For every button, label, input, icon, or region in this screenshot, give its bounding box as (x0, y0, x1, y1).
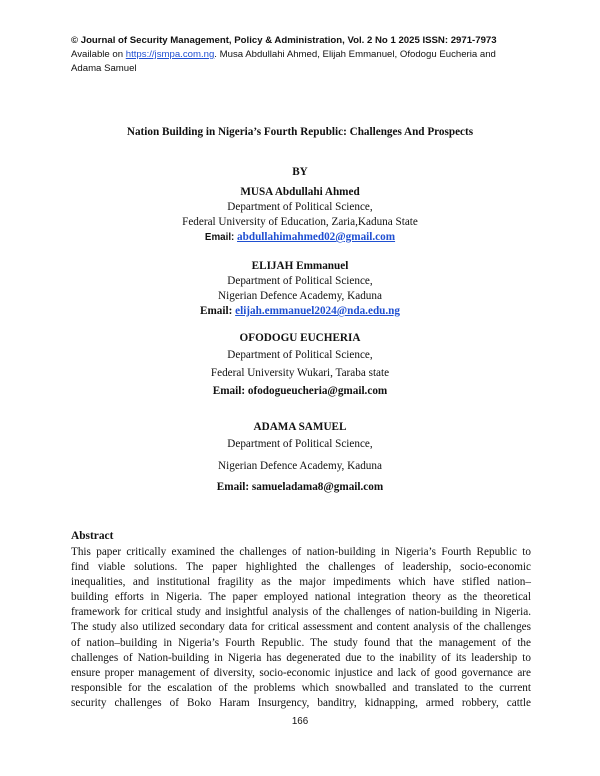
abstract-line: security challenges of Boko Haram Insurgency, banditry, kidnapping, armed robbery, cattle (71, 696, 531, 709)
author-name: OFODOGU EUCHERIA (239, 332, 361, 344)
email-label: Email: (216, 481, 252, 493)
paper-title: Nation Building in Nigeria’s Fourth Republic: Challenges And Prospects (126, 126, 474, 138)
author-institution: Federal University Wukari, Taraba state (210, 367, 390, 379)
author-email-link[interactable]: abdullahimahmed02@gmail.com (237, 231, 396, 243)
journal-link[interactable]: https://jsmpa.com.ng (125, 49, 215, 60)
journal-header (71, 34, 541, 76)
available-prefix: Available on (71, 49, 126, 60)
abstract-body (71, 545, 531, 711)
availability-line (71, 48, 541, 62)
page-number: 166 (291, 716, 309, 727)
abstract-line: framework for critical study and insightful analysis of the challenges of nation-building in Nigeria. (71, 606, 531, 619)
author-institution: Nigerian Defence Academy, Kaduna (218, 290, 382, 302)
abstract-line: responsible for the escalation of the problems which snowballed and translated to the current (71, 681, 531, 694)
abstract-line: challenges of Nation-building in Nigeria has degenerated due to the inability of its leadership to (71, 651, 531, 664)
author-email: ofodogueucheria@gmail.com (247, 385, 388, 397)
author-name: MUSA Abdullahi Ahmed (240, 186, 360, 198)
author-department: Department of Political Science, (227, 201, 373, 213)
author-department: Department of Political Science, (227, 438, 373, 450)
abstract-line: ensure proper management of diversity, socio-economic injustice and lack of good governance are (71, 666, 531, 679)
author-email-line (0, 231, 600, 243)
email-label: Email: (200, 305, 236, 317)
abstract-line: inequalities, and institutional fragility as the major impediments which have stifled nation– (71, 576, 531, 589)
author-email-line (0, 305, 600, 317)
abstract-line: building efforts in Nigeria. The paper employed national integration theory as the theoretical (71, 591, 531, 604)
abstract-line: This paper critically examined the challenges of nation-building in Nigeria’s Fourth Republic to (71, 546, 531, 558)
abstract-line: of nation–building in Nigeria’s Fourth Republic. The study found that the management of the (71, 636, 531, 649)
author-name: ADAMA SAMUEL (253, 421, 347, 433)
email-label: Email: (204, 232, 238, 243)
author-list-continued: Adama Samuel (71, 63, 137, 74)
author-institution: Federal University of Education, Zaria,Kaduna State (182, 216, 418, 228)
email-label: Email: (212, 385, 248, 397)
author-email-link[interactable]: elijah.emmanuel2024@nda.edu.ng (235, 305, 400, 317)
author-list-inline: . Musa Abdullahi Ahmed, Elijah Emmanuel, Ofodogu Eucheria and (214, 49, 496, 60)
abstract-line: The study also utilized secondary data for critical assessment and content analysis of the challenges (71, 621, 531, 634)
journal-citation: © Journal of Security Management, Policy & Administration, Vol. 2 No 1 2025 ISSN: 2971-7973 (71, 35, 497, 46)
author-email: samueladama8@gmail.com (251, 481, 384, 493)
author-email-line (0, 385, 600, 397)
abstract-line: find viable solutions. The paper highlighted the challenges of leadership, socio-economic (71, 561, 531, 574)
author-name: ELIJAH Emmanuel (251, 260, 349, 272)
author-department: Department of Political Science, (227, 349, 373, 361)
by-label: BY (292, 166, 308, 178)
abstract-heading: Abstract (71, 530, 114, 542)
author-email-line (0, 481, 600, 493)
author-institution: Nigerian Defence Academy, Kaduna (218, 460, 382, 472)
author-department: Department of Political Science, (227, 275, 373, 287)
